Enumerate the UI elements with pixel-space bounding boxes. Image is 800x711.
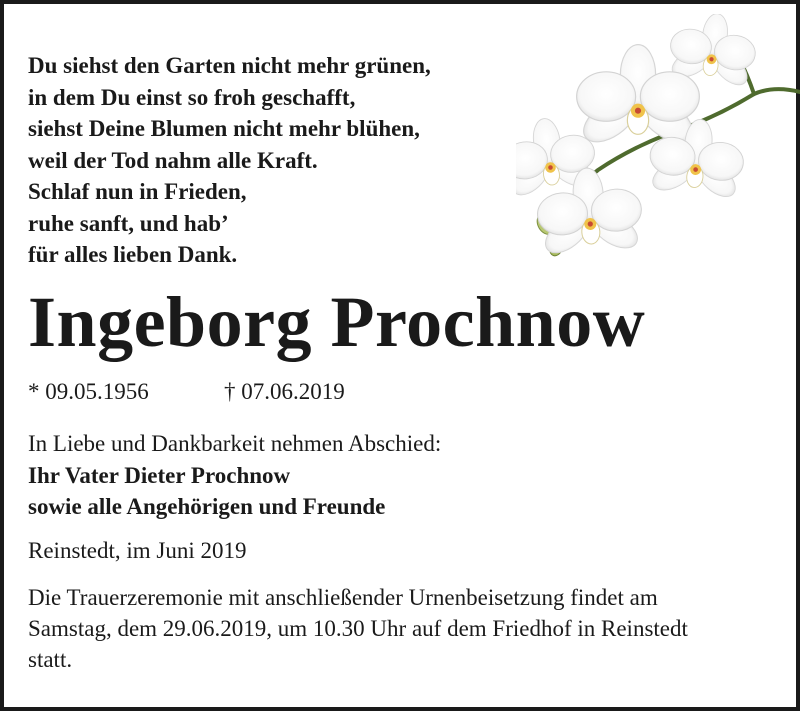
ceremony-line: statt.: [28, 647, 73, 672]
place-date: Reinstedt, im Juni 2019: [28, 538, 247, 563]
ceremony-line: Die Trauerzeremonie mit anschließender Urnenbeisetzung findet am: [28, 585, 658, 610]
ceremony-line: Samstag, dem 29.06.2019, um 10.30 Uhr auf dem Friedhof in Reinstedt: [28, 616, 688, 641]
mourner-line: Ihr Vater Dieter Prochnow: [28, 462, 291, 488]
poem-line: in dem Du einst so froh geschafft,: [28, 84, 356, 110]
poem-line: für alles lieben Dank.: [28, 242, 238, 267]
ceremony-info: [28, 582, 688, 675]
poem-line: Schlaf nun in Frieden,: [28, 179, 247, 204]
mourners-intro: In Liebe und Dankbarkeit nehmen Abschied:: [28, 431, 442, 456]
mourners-block: [28, 428, 441, 523]
birth-date: * 09.05.1956: [28, 379, 149, 404]
poem: [28, 50, 431, 271]
deceased-name: Ingeborg Prochnow: [28, 282, 646, 362]
white-orchid-icon: [516, 14, 800, 264]
mourner-line: sowie alle Angehörigen und Freunde: [28, 494, 386, 519]
death-date: † 07.06.2019: [224, 379, 345, 404]
life-dates: [28, 377, 345, 407]
poem-line: siehst Deine Blumen nicht mehr blühen,: [28, 116, 420, 141]
poem-line: Du siehst den Garten nicht mehr grünen,: [28, 53, 431, 78]
poem-line: weil der Tod nahm alle Kraft.: [28, 147, 318, 173]
poem-line: ruhe sanft, und hab’: [28, 210, 229, 236]
